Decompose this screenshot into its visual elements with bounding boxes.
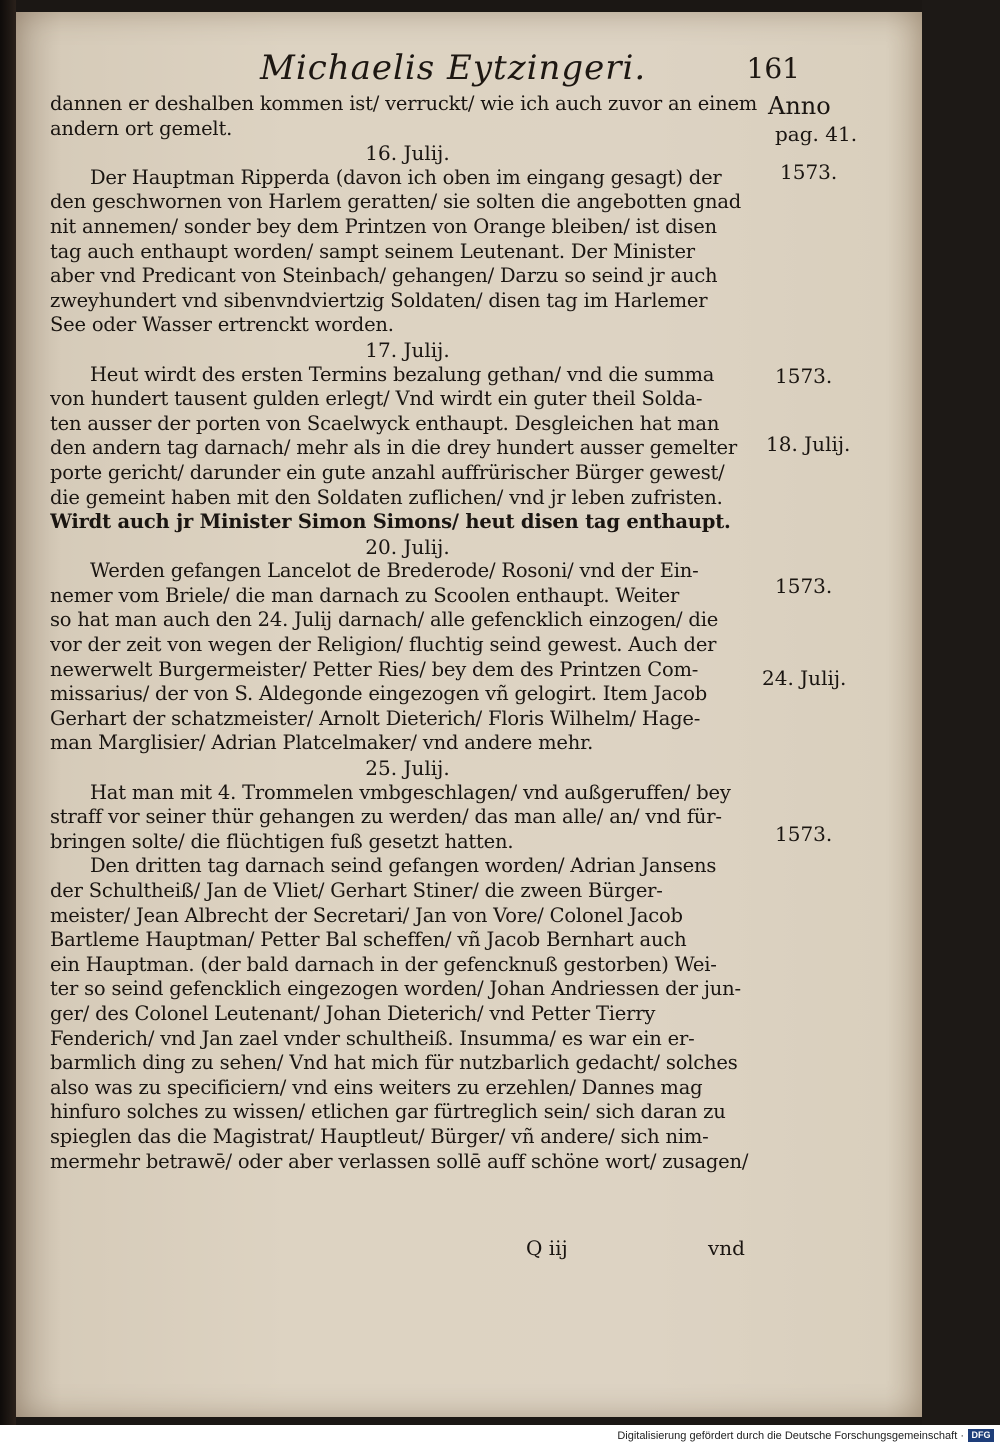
- page-header: [240, 48, 800, 96]
- text-line: zweyhundert vnd sibenvndviertzig Soldaten/ disen tag im Harlemer: [50, 288, 708, 312]
- margin-note-year: 1573.: [775, 364, 833, 388]
- text-line: nemer vom Briele/ die man darnach zu Scoolen enthaupt. Weiter: [50, 583, 680, 607]
- funding-credit: Digitalisierung gefördert durch die Deutsche Forschungsgemeinschaft ·: [617, 1430, 964, 1442]
- text-line: tag auch enthaupt worden/ sampt seinem Leutenant. Der Minister: [50, 239, 695, 263]
- text-line: ten ausser der porten von Scaelwyck enthaupt. Desgleichen hat man: [50, 411, 720, 435]
- text-line: den geschwornen von Harlem geratten/ sie solten die angebotten gnad: [50, 190, 742, 214]
- folio-number: 161: [746, 52, 800, 85]
- text-line: der Schultheiß/ Jan de Vliet/ Gerhart Stiner/ die zween Bürger-: [50, 879, 663, 902]
- text-line: Bartleme Hauptman/ Petter Bal scheffen/ vñ Jacob Bernhart auch: [50, 928, 687, 952]
- text-line: ger/ des Colonel Leutenant/ Johan Dieterich/ vnd Petter Tierry: [50, 1001, 656, 1025]
- date-heading: 20. Julij.: [365, 534, 450, 559]
- text-line: straff vor seiner thür gehangen zu werden/ das man alle/ an/ vnd für-: [50, 805, 722, 829]
- text-line: hinfuro solches zu wissen/ etlichen gar fürtreglich sein/ sich daran zu: [50, 1100, 726, 1124]
- margin-note-page-ref: pag. 41.: [775, 122, 858, 146]
- text-line: Gerhart der schatzmeister/ Arnolt Dieterich/ Floris Wilhelm/ Hage-: [50, 706, 701, 730]
- date-heading: 17. Julij.: [365, 337, 450, 362]
- text-line: von hundert tausent gulden erlegt/ Vnd wirdt ein guter theil Solda-: [50, 387, 703, 411]
- date-heading: 25. Julij.: [365, 756, 450, 781]
- text-line: spieglen das die Magistrat/ Hauptleut/ Bürger/ vñ andere/ sich nim-: [50, 1124, 709, 1148]
- paragraph-first-line: Hat man mit 4. Trommelen vmbgeschlagen/ vnd außgeruffen/ bey: [90, 780, 731, 804]
- text-line: newerwelt Burgermeister/ Petter Ries/ bey dem des Printzen Com-: [50, 657, 699, 681]
- text-line: nit annemen/ sonder bey dem Printzen von Orange bleiben/ ist disen: [50, 214, 717, 238]
- text-line: andern ort gemelt.: [50, 116, 233, 140]
- paragraph-first-line: Den dritten tag darnach seind gefangen worden/ Adrian Jansens: [90, 854, 717, 878]
- margin-note-anno: Anno: [768, 92, 831, 120]
- scan-backdrop-right: [922, 0, 1000, 1425]
- margin-note-date: 24. Julij.: [762, 666, 847, 690]
- text-line: man Marglisier/ Adrian Platcelmaker/ vnd andere mehr.: [50, 731, 594, 755]
- margin-note-year: 1573.: [775, 574, 833, 598]
- scan-backdrop-left: [0, 0, 16, 1425]
- running-title: Michaelis Eytzingeri.: [260, 48, 647, 88]
- text-line: porte gericht/ darunder ein gute anzahl auffrürischer Bürger gewest/: [50, 460, 725, 484]
- text-line: Fenderich/ vnd Jan zael vnder schultheiß. Insumma/ es war ein er-: [50, 1026, 695, 1050]
- text-line: aber vnd Predicant von Steinbach/ gehangen/ Darzu so seind jr auch: [50, 264, 718, 288]
- text-line: bringen solte/ die flüchtigen fuß gesetzt hatten.: [50, 829, 514, 853]
- text-line: dannen er deshalben kommen ist/ verruckt/ wie ich auch zuvor an einem: [50, 92, 758, 115]
- text-line: Wirdt auch jr Minister Simon Simons/ heut disen tag enthaupt.: [50, 510, 731, 534]
- text-line: barmlich ding zu sehen/ Vnd hat mich für nutzbarlich gedacht/ solches: [50, 1051, 738, 1075]
- footer-bar: [0, 1425, 1000, 1445]
- paragraph-first-line: Werden gefangen Lancelot de Brederode/ Rosoni/ vnd der Ein-: [90, 559, 699, 583]
- text-line: so hat man auch den 24. Julij darnach/ alle gefencklich einzogen/ die: [50, 608, 719, 632]
- signature-mark: Q iij: [526, 1236, 568, 1260]
- margin-note-year: 1573.: [775, 822, 833, 846]
- text-line: ein Hauptman. (der bald darnach in der gefencknuß gestorben) Wei-: [50, 952, 717, 976]
- dfg-logo: DFG: [968, 1429, 994, 1442]
- text-line: vor der zeit von wegen der Religion/ fluchtig seind gewest. Auch der: [50, 633, 717, 657]
- text-line: mermehr betrawē/ oder aber verlassen sollē auff schöne wort/ zusagen/: [50, 1149, 749, 1173]
- text-line: die gemeint haben mit den Soldaten zuflichen/ vnd jr leben zufristen.: [50, 485, 723, 509]
- text-line: See oder Wasser ertrenckt worden.: [50, 313, 394, 337]
- text-line: meister/ Jean Albrecht der Secretari/ Jan von Vore/ Colonel Jacob: [50, 903, 683, 927]
- text-line: den andern tag darnach/ mehr als in die drey hundert ausser gemelter: [50, 436, 737, 460]
- text-line: ter so seind gefencklich eingezogen worden/ Johan Andriessen der jun-: [50, 977, 741, 1001]
- margin-note-date: 18. Julij.: [766, 432, 851, 456]
- catchword: vnd: [708, 1236, 745, 1260]
- text-line: also was zu specificiern/ vnd eins weiters zu erzehlen/ Dannes mag: [50, 1075, 703, 1099]
- date-heading: 16. Julij.: [365, 141, 450, 166]
- body-text: [50, 92, 765, 1174]
- text-line: missarius/ der von S. Aldegonde eingezogen vñ gelogirt. Item Jacob: [50, 682, 708, 706]
- paragraph-first-line: Heut wirdt des ersten Termins bezalung gethan/ vnd die summa: [90, 362, 715, 386]
- margin-note-year: 1573.: [780, 160, 838, 184]
- paragraph-first-line: Der Hauptman Ripperda (davon ich oben im eingang gesagt) der: [90, 165, 722, 189]
